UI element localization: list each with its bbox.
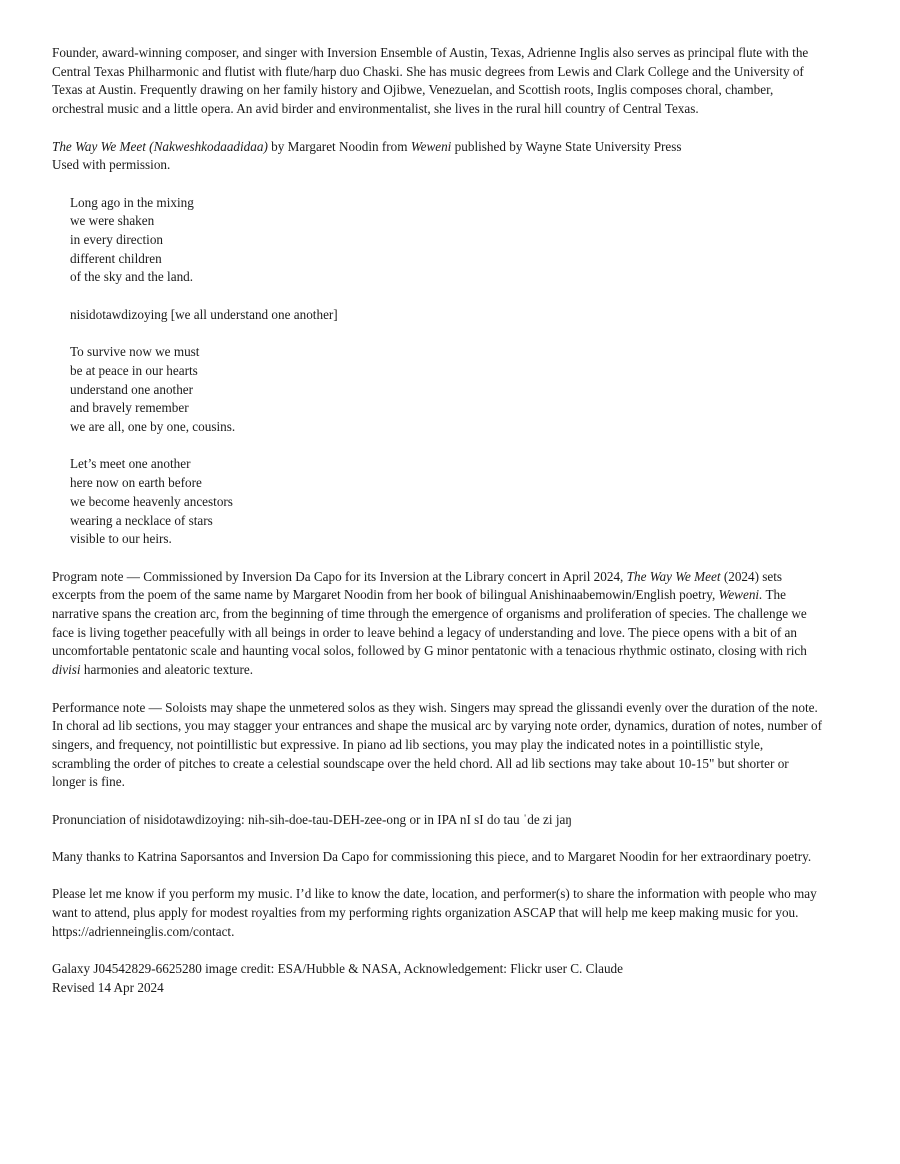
program-note-text: (2024) sets excerpts from the poem of the same name by Margaret Noodin from her book of bilingual Anishinaabemowin/English poetry, bbox=[52, 568, 783, 603]
credit-by: by Margaret Noodin from bbox=[267, 138, 411, 154]
poem-line: Long ago in the mixing bbox=[70, 194, 194, 210]
poem-line: understand one another bbox=[70, 381, 194, 397]
book-title: Weweni bbox=[410, 138, 452, 154]
document-page bbox=[52, 44, 824, 1016]
poem-line: we are all, one by one, cousins. bbox=[70, 419, 236, 434]
poem-line: in every direction bbox=[70, 232, 164, 247]
poem-title: The Way We Meet (Nakweshkodaadidaa) bbox=[52, 138, 268, 154]
program-note-text: Program note — Commissioned by Inversion Da Capo for its Inversion at the Library concert in April 2024, bbox=[52, 568, 627, 584]
poem-line: wearing a necklace of stars bbox=[70, 512, 213, 528]
poem-line: To survive now we must bbox=[70, 344, 200, 360]
poem-refrain: nisidotawdizoying [we all understand one another] bbox=[70, 306, 338, 322]
program-note-text: The narrative spans the creation arc, from the beginning of time through the emergence of organisms and proliferation of species. The challenge we face is living together peacefully with all beings in order to leave behind a legacy of understanding and love. The piece opens with a bit of an uncomfortable pentatonic scale and haunting vocal solos, followed by G minor pentatonic with a tenacious rhythmic ostinato, closing with rich bbox=[52, 587, 807, 659]
poem-line: different children bbox=[70, 250, 162, 266]
poem-line: Let’s meet one another bbox=[70, 456, 191, 472]
credit-publisher: published by Wayne State University Press bbox=[451, 138, 682, 154]
poem-stanza-3 bbox=[70, 455, 824, 549]
permission-line: Used with permission. bbox=[52, 157, 171, 173]
credit-line bbox=[52, 138, 824, 157]
composer-bio: Founder, award-winning composer, and singer with Inversion Ensemble of Austin, Texas, Adrienne Inglis also serves as principal flute with the Central Texas Philharmonic and flutist with flute/harp duo Chaski. She has music degrees from Lewis and Clark College and the University of Texas at Austin. Frequently drawing on her family history and Ojibwe, Venezuelan, and Scottish roots, Inglis composes choral, chamber, orchestral music and a little opera. An avid birder and environmentalist, she lives in the rural hill country of Central Texas. bbox=[52, 45, 809, 117]
image-credit: Galaxy J04542829-6625280 image credit: ESA/Hubble & NASA, Acknowledgement: Flickr user C. Claude bbox=[52, 961, 624, 977]
contact-note: Please let me know if you perform my music. I’d like to know the date, location, and performer(s) to share the information with people who may want to attend, plus apply for modest royalties from my performing rights organization ASCAP that will help me keep making music for you. https://adrienneinglis.com/contact. bbox=[52, 886, 817, 939]
pronunciation-note: Pronunciation of nisidotawdizoying: nih-sih-doe-tau-DEH-zee-ong or in IPA nI sI do tau ˈde zi jaŋ bbox=[52, 811, 572, 827]
poem-credit bbox=[52, 138, 824, 175]
poem-line: we were shaken bbox=[70, 213, 155, 229]
poem-stanza-2 bbox=[70, 343, 824, 437]
image-credit-block bbox=[52, 960, 824, 997]
revision-date: Revised 14 Apr 2024 bbox=[52, 979, 164, 995]
poem-line: here now on earth before bbox=[70, 475, 202, 491]
performance-note: Performance note — Soloists may shape the unmetered solos as they wish. Singers may spread the glissandi evenly over the duration of the note. In choral ad lib sections, you may stagger your entrances and shape the musical arc by varying note order, dynamics, duration of notes, number of singers, and frequency, not pointillistic but expressive. In piano ad lib sections, you may play the indicated notes in a pointillistic style, scrambling the order of pitches to create a celestial soundscape over the held chord. All ad lib sections may take about 10-15" but shorter or longer is fine. bbox=[52, 699, 822, 790]
poem-line: be at peace in our hearts bbox=[70, 362, 198, 378]
poem-line: and bravely remember bbox=[70, 400, 189, 416]
poem-line: visible to our heirs. bbox=[70, 531, 172, 547]
program-note-book: Weweni. bbox=[718, 587, 763, 603]
program-note bbox=[52, 568, 824, 680]
poem-stanza-1 bbox=[70, 194, 824, 288]
program-note-title: The Way We Meet bbox=[626, 568, 721, 584]
program-note-divisi: divisi bbox=[52, 662, 81, 678]
thanks-note: Many thanks to Katrina Saporsantos and Inversion Da Capo for commissioning this piece, and to Margaret Noodin for her extraordinary poetry. bbox=[52, 849, 812, 865]
program-note-text: harmonies and aleatoric texture. bbox=[80, 662, 254, 678]
poem-line: of the sky and the land. bbox=[70, 269, 194, 285]
poem-line: we become heavenly ancestors bbox=[70, 493, 233, 509]
